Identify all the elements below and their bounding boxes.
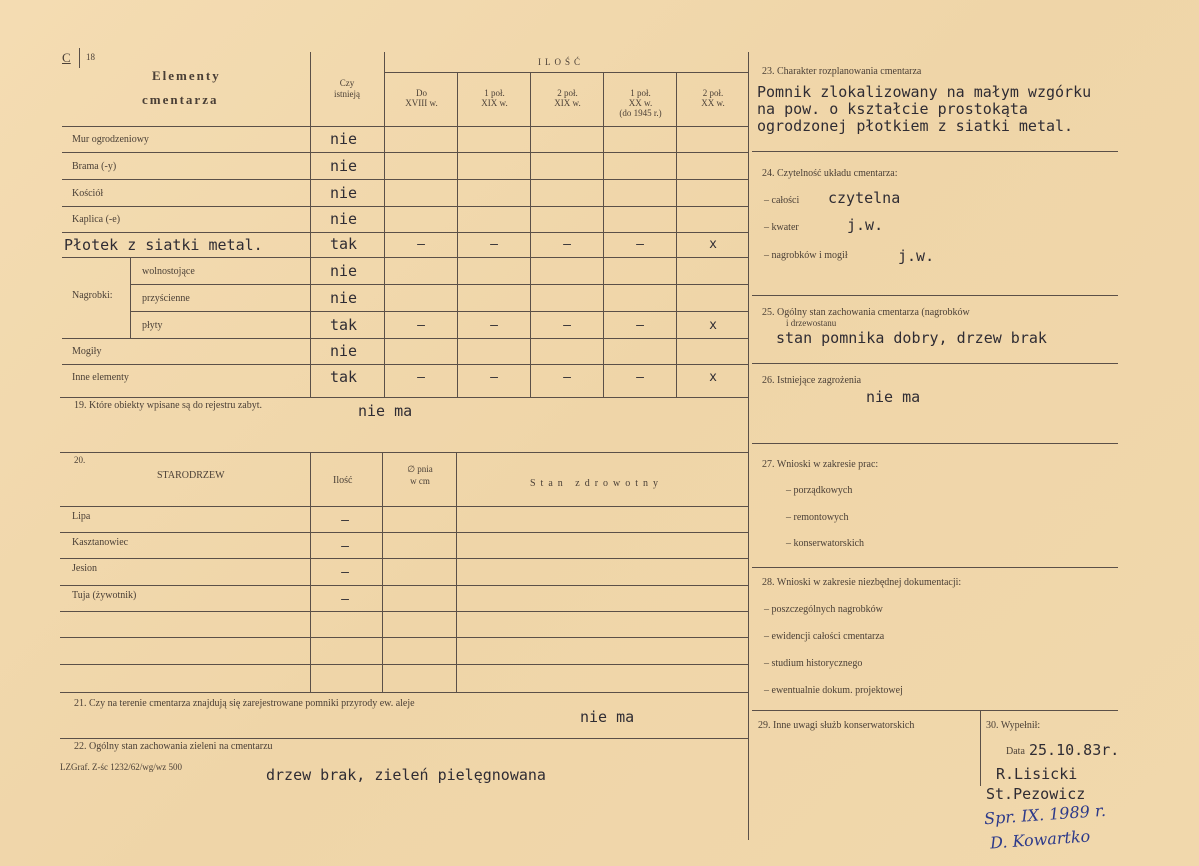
tree-count: –	[341, 539, 349, 554]
table-line	[456, 452, 457, 692]
row-label: Inne elementy	[72, 372, 129, 383]
row-period-cell: –	[636, 370, 644, 385]
row-period-cell: –	[490, 318, 498, 333]
q30-label: 30. Wypełnił:	[986, 720, 1041, 731]
period-header-line: Do	[416, 88, 427, 98]
row-exists-value: nie	[330, 210, 358, 228]
row-label: Mur ogrodzeniowy	[72, 134, 149, 145]
table-line	[310, 452, 311, 692]
period-header-1	[386, 88, 457, 108]
table-line	[60, 611, 748, 612]
table-line	[60, 452, 748, 453]
title-line-1: Elementy	[152, 68, 221, 83]
q27-item-2: – remontowych	[786, 512, 849, 523]
period-header-line: 1 poł.	[484, 88, 505, 98]
table-line	[62, 232, 748, 233]
table-line	[384, 72, 748, 73]
data-label: Data	[1006, 746, 1025, 757]
pnia-col-header: ∅ pnia w cm	[407, 464, 433, 486]
table-line	[60, 585, 748, 586]
ilosc-header: ILOŚĆ	[538, 57, 585, 67]
stan-col-header: Stan zdrowotny	[530, 478, 664, 489]
page-divider	[748, 52, 749, 840]
row-period-cell: –	[490, 370, 498, 385]
section-line	[752, 151, 1118, 152]
table-line	[60, 506, 748, 507]
row-period-cell: –	[490, 237, 498, 252]
q29-label: 29. Inne uwagi służb konserwatorskich	[758, 720, 915, 731]
q21-label: 21. Czy na terenie cmentarza znajdują się zarejestrowane pomniki przyrody ew. aleje	[74, 698, 415, 709]
q22-value: drzew brak, zieleń pielęgnowana	[266, 766, 546, 784]
q28-item-4: – ewentualnie dokum. projektowej	[764, 685, 903, 696]
tree-name: Jesion	[72, 563, 97, 574]
period-header-line: 1 poł.	[630, 88, 651, 98]
table-line	[60, 558, 748, 559]
printer-note: LZGraf. Z-śc 1232/62/wg/wz 500	[60, 762, 182, 772]
row-period-cell: –	[636, 237, 644, 252]
table-line	[603, 72, 604, 397]
q24-item-3-label: – nagrobków i mogił	[764, 250, 848, 261]
q27-label: 27. Wnioski w zakresie prac:	[762, 459, 879, 470]
q28-label: 28. Wnioski w zakresie niezbędnej dokumentacji:	[762, 577, 962, 588]
table-line	[384, 52, 385, 397]
row-period-cell: –	[563, 318, 571, 333]
row-label: Płotek z siatki metal.	[64, 236, 263, 254]
row-period-cell: –	[417, 370, 425, 385]
data-value: 25.10.83r.	[1029, 741, 1120, 759]
row-exists-value: nie	[330, 342, 358, 360]
period-header-line: XIX w.	[481, 98, 508, 108]
row-period-cell: –	[636, 318, 644, 333]
q24-item-3-value: j.w.	[898, 247, 935, 265]
row-exists-value: nie	[330, 289, 358, 307]
corner-number: 18	[86, 52, 95, 62]
row-period-cell: x	[709, 370, 717, 385]
section-line	[752, 363, 1118, 364]
row-period-cell: x	[709, 237, 717, 252]
period-header-line: (do 1945 r.)	[619, 108, 662, 118]
section-line	[752, 295, 1118, 296]
section-line	[752, 443, 1118, 444]
period-header-line: XX w.	[701, 98, 725, 108]
table-line	[62, 126, 748, 127]
q24-item-1-label: – całości	[764, 195, 800, 206]
tree-count: –	[341, 513, 349, 528]
row-label: Kaplica (-e)	[72, 214, 121, 225]
row-exists-value: nie	[330, 130, 358, 148]
row-period-cell: –	[563, 237, 571, 252]
row-label: Brama (-y)	[72, 161, 117, 172]
title-line-2: cmentarza	[142, 92, 219, 107]
q28-item-3: – studium historycznego	[764, 658, 863, 669]
q28-item-2: – ewidencji całości cmentarza	[764, 631, 885, 642]
section-line	[752, 710, 1118, 711]
table-line	[62, 179, 748, 180]
row-exists-value: nie	[330, 262, 358, 280]
table-line	[60, 637, 748, 638]
filler-name-2: St.Pezowicz	[986, 785, 1086, 803]
row-period-cell: –	[417, 318, 425, 333]
row-exists-value: tak	[330, 316, 358, 334]
period-header-line: XIX w.	[554, 98, 581, 108]
row-period-cell: –	[417, 237, 425, 252]
row-exists-value: nie	[330, 184, 358, 202]
table-line	[457, 72, 458, 397]
q27-item-3: – konserwatorskich	[786, 538, 865, 549]
nagrobki-label: Nagrobki:	[72, 290, 113, 301]
starodrzew-header: STARODRZEW	[157, 470, 225, 481]
q23-line-1: Pomnik zlokalizowany na małym wzgórku	[757, 83, 1092, 101]
table-line	[310, 52, 311, 397]
table-line	[60, 692, 748, 693]
corner-divider	[79, 48, 80, 68]
row-label: wolnostojące	[142, 266, 195, 277]
row-label: płyty	[142, 320, 163, 331]
tree-name: Lipa	[72, 511, 91, 522]
table-line	[62, 206, 748, 207]
table-line	[62, 364, 748, 365]
q22-label: 22. Ogólny stan zachowania zieleni na cmentarzu	[74, 741, 273, 752]
table-line	[676, 72, 677, 397]
q23-line-2: na pow. o kształcie prostokąta	[757, 100, 1028, 118]
q23-line-3: ogrodzonej płotkiem z siatki metal.	[757, 117, 1074, 135]
row-label: przyścienne	[142, 293, 190, 304]
table-line	[130, 258, 131, 338]
ilosc-col-header: Ilość	[333, 475, 353, 486]
corner-letter: C	[62, 50, 71, 65]
q24-item-2-value: j.w.	[847, 216, 884, 234]
row-period-cell: x	[709, 318, 717, 333]
period-header-3	[532, 88, 603, 108]
q19-label: 19. Które obiekty wpisane są do rejestru zabyt.	[74, 400, 263, 411]
period-header-line: XVIII w.	[405, 98, 438, 108]
row-period-cell: –	[563, 370, 571, 385]
row-label: Kościół	[72, 188, 104, 199]
q23-label: 23. Charakter rozplanowania cmentarza	[762, 66, 922, 77]
table-line	[62, 257, 748, 258]
row-exists-value: tak	[330, 368, 358, 386]
q20-number: 20.	[74, 455, 86, 465]
table-line	[382, 452, 383, 692]
table-line	[530, 72, 531, 397]
q21-value: nie ma	[580, 708, 635, 726]
q24-item-1-value: czytelna	[828, 189, 901, 207]
tree-count: –	[341, 592, 349, 607]
q27-item-1: – porządkowych	[786, 485, 853, 496]
handwritten-check-date: Spr. IX. 1989 r.	[983, 800, 1107, 829]
table-line	[130, 311, 748, 312]
q25-label-2: i drzewostanu	[786, 318, 837, 328]
period-header-line: 2 poł.	[702, 88, 724, 98]
table-line	[60, 664, 748, 665]
q26-label: 26. Istniejące zagrożenia	[762, 375, 862, 386]
tree-name: Kasztanowiec	[72, 537, 129, 548]
q24-label: 24. Czytelność układu cmentarza:	[762, 168, 898, 179]
table-line	[62, 338, 748, 339]
tree-count: –	[341, 565, 349, 580]
period-header-4	[605, 88, 676, 118]
row-exists-value: nie	[330, 157, 358, 175]
section-line	[980, 710, 981, 786]
q19-value: nie ma	[358, 402, 413, 420]
q24-item-2-label: – kwater	[764, 222, 799, 233]
table-line	[60, 738, 748, 739]
row-exists-value: tak	[330, 235, 358, 253]
table-line	[62, 152, 748, 153]
col-exists-header: Czy istnieją	[334, 78, 360, 99]
q25-label: 25. Ogólny stan zachowania cmentarza (nagrobków	[762, 307, 970, 318]
table-line	[130, 284, 748, 285]
period-header-line: XX w.	[628, 98, 653, 108]
q28-item-1: – poszczególnych nagrobków	[764, 604, 883, 615]
tree-name: Tuja (żywotnik)	[72, 590, 137, 601]
table-line	[60, 397, 748, 398]
row-label: Mogiły	[72, 346, 102, 357]
section-line	[752, 567, 1118, 568]
period-header-line: 2 poł.	[557, 88, 578, 98]
table-line	[60, 532, 748, 533]
period-header-2	[459, 88, 530, 108]
filler-name-1: R.Lisicki	[996, 765, 1078, 783]
q26-value: nie ma	[866, 388, 921, 406]
period-header-5	[678, 88, 748, 108]
handwritten-signature: D. Kowartko	[989, 826, 1091, 853]
q25-value: stan pomnika dobry, drzew brak	[776, 329, 1047, 347]
